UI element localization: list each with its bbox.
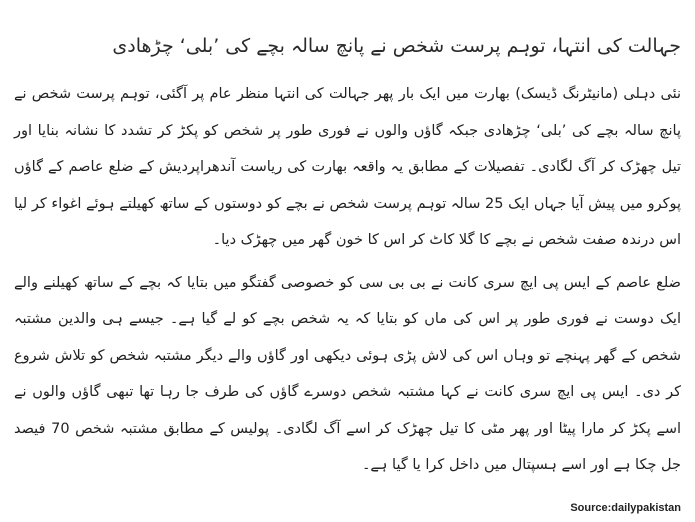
article-headline: جہالت کی انتہا، توہم پرست شخص نے پانچ سالہ بچے کی ’بلی‘ چڑھادی [112,35,681,57]
article-paragraph: ضلع عاصم کے ایس پی ایچ سری کانت نے بی بی سی کو خصوصی گفتگو میں بتایا کہ بچے کے ساتھ کھیلنے والے ایک دوست نے فوری طور پر اس کی ماں کو بتایا کہ یہ شخص بچے کو لے گیا ہے۔ جیسے ہی والدین مشتبہ شخص کے گھر پہنچے تو وہاں اس کی لاش پڑی ہوئی دیکھی اور گاؤں والے دیگر مشتبہ شخص کو تلاش شروع کر دی۔ ایس پی ایچ سری کانت نے کہا مشتبہ شخص دوسرے گاؤں کی طرف جا رہا تھا تبھی گاؤں والوں نے اسے پکڑ کر مارا پیٹا اور پھر مٹی کا تیل چھڑک کر اسے آگ لگادی۔ پولیس کے مطابق مشتبہ شخص 70 فیصد جل چکا ہے اور اسے ہسپتال میں داخل کرا یا گیا ہے۔ [14,274,681,473]
source-credit: Source:dailypakistan [570,502,681,514]
article-paragraph: نئی دہلی (مانیٹرنگ ڈیسک) بھارت میں ایک بار پھر جہالت کی انتہا منظر عام پر آگئی، توہم پرست شخص نے پانچ سالہ بچے کی ’بلی‘ چڑھادی جبکہ گاؤں والوں نے فوری طور پر شخص کو پکڑ کر تشدد کا نشانہ بنایا اور تیل چھڑک کر آگ لگادی۔ تفصیلات کے مطابق یہ واقعہ بھارت کی ریاست آندھراپردیش کے ضلع عاصم کے گاؤں پوکرو میں پیش آیا جہاں ایک 25 سالہ توہم پرست شخص نے بچے کو دوستوں کے ساتھ کھیلتے ہوئے اغواء کر لیا اس درندہ صفت شخص نے بچے کا گلا کاٹ کر اس کا خون گھر میں چھڑک دیا۔ [14,86,682,248]
